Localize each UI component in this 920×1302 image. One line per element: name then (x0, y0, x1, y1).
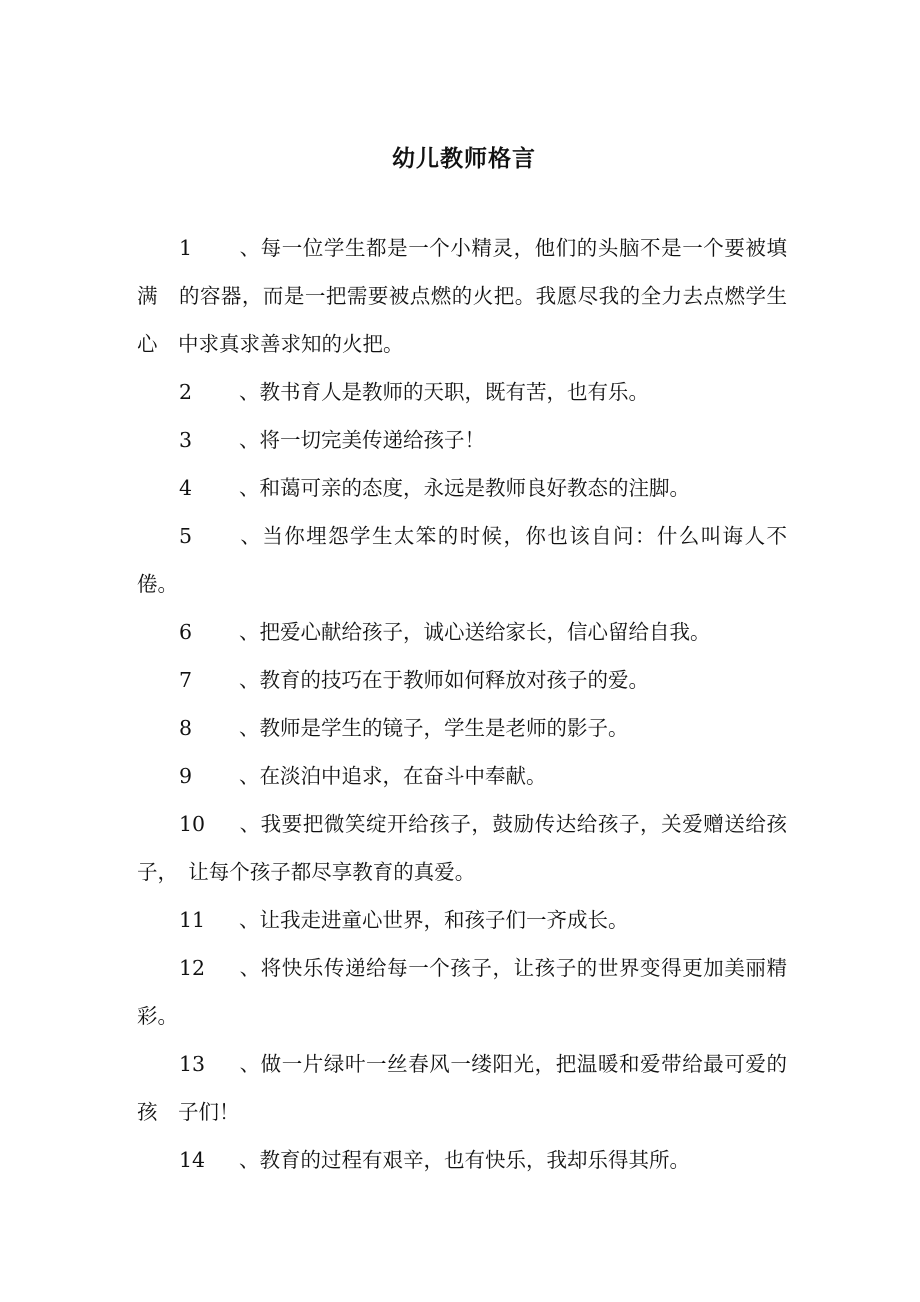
list-item (137, 464, 787, 512)
item-text: 、和蔼可亲的态度，永远是教师良好教态的注脚。 (239, 476, 690, 500)
list-item (137, 1040, 787, 1136)
item-text: 、将一切完美传递给孩子！ (239, 428, 485, 452)
item-text: 、教师是学生的镜子，学生是老师的影子。 (239, 716, 629, 740)
item-number: 12 (179, 956, 206, 980)
item-number: 6 (179, 620, 193, 644)
item-text: 、教育的过程有艰辛，也有快乐，我却乐得其所。 (239, 1148, 690, 1172)
page-title: 幼儿教师格言 (392, 146, 536, 172)
list-item (137, 368, 787, 416)
item-text: 、做一片绿叶一丝春风一缕阳光，把温暖和爱带给最可爱的孩 子们！ (137, 1052, 787, 1124)
item-number: 3 (179, 428, 193, 452)
list-item (137, 656, 787, 704)
item-number: 5 (179, 524, 193, 548)
item-text: 、在淡泊中追求，在奋斗中奉献。 (239, 764, 547, 788)
item-text: 、将快乐传递给每一个孩子，让孩子的世界变得更加美丽精彩。 (137, 956, 787, 1028)
item-number: 11 (179, 908, 206, 932)
list-item (137, 944, 787, 1040)
item-text: 、把爱心献给孩子，诚心送给家长，信心留给自我。 (239, 620, 711, 644)
list-item (137, 512, 787, 608)
list-item (137, 752, 787, 800)
item-number: 13 (179, 1052, 206, 1076)
list-item (137, 608, 787, 656)
item-text: 、当你埋怨学生太笨的时候，你也该自问：什么叫诲人不倦。 (137, 524, 787, 596)
item-number: 7 (179, 668, 193, 692)
item-text: 、我要把微笑绽开给孩子，鼓励传达给孩子，关爱赠送给孩子， 让每个孩子都尽享教育的真爱。 (137, 812, 787, 884)
item-number: 1 (179, 236, 193, 260)
list-item (137, 1136, 787, 1184)
item-text: 、教育的技巧在于教师如何释放对孩子的爱。 (239, 668, 649, 692)
item-text: 、教书育人是教师的天职，既有苦，也有乐。 (239, 380, 649, 404)
item-number: 9 (179, 764, 193, 788)
item-number: 10 (179, 812, 206, 836)
item-number: 14 (179, 1148, 206, 1172)
item-number: 2 (179, 380, 193, 404)
item-text: 、每一位学生都是一个小精灵，他们的头脑不是一个要被填满 的容器，而是一把需要被点燃的火把。我愿尽我的全力去点燃学生心 中求真求善求知的火把。 (137, 236, 787, 356)
item-number: 8 (179, 716, 193, 740)
motto-list (137, 224, 787, 1184)
list-item (137, 224, 787, 368)
item-text: 、让我走进童心世界，和孩子们一齐成长。 (239, 908, 629, 932)
list-item (137, 416, 787, 464)
list-item (137, 704, 787, 752)
list-item (137, 800, 787, 896)
list-item (137, 896, 787, 944)
item-number: 4 (179, 476, 193, 500)
